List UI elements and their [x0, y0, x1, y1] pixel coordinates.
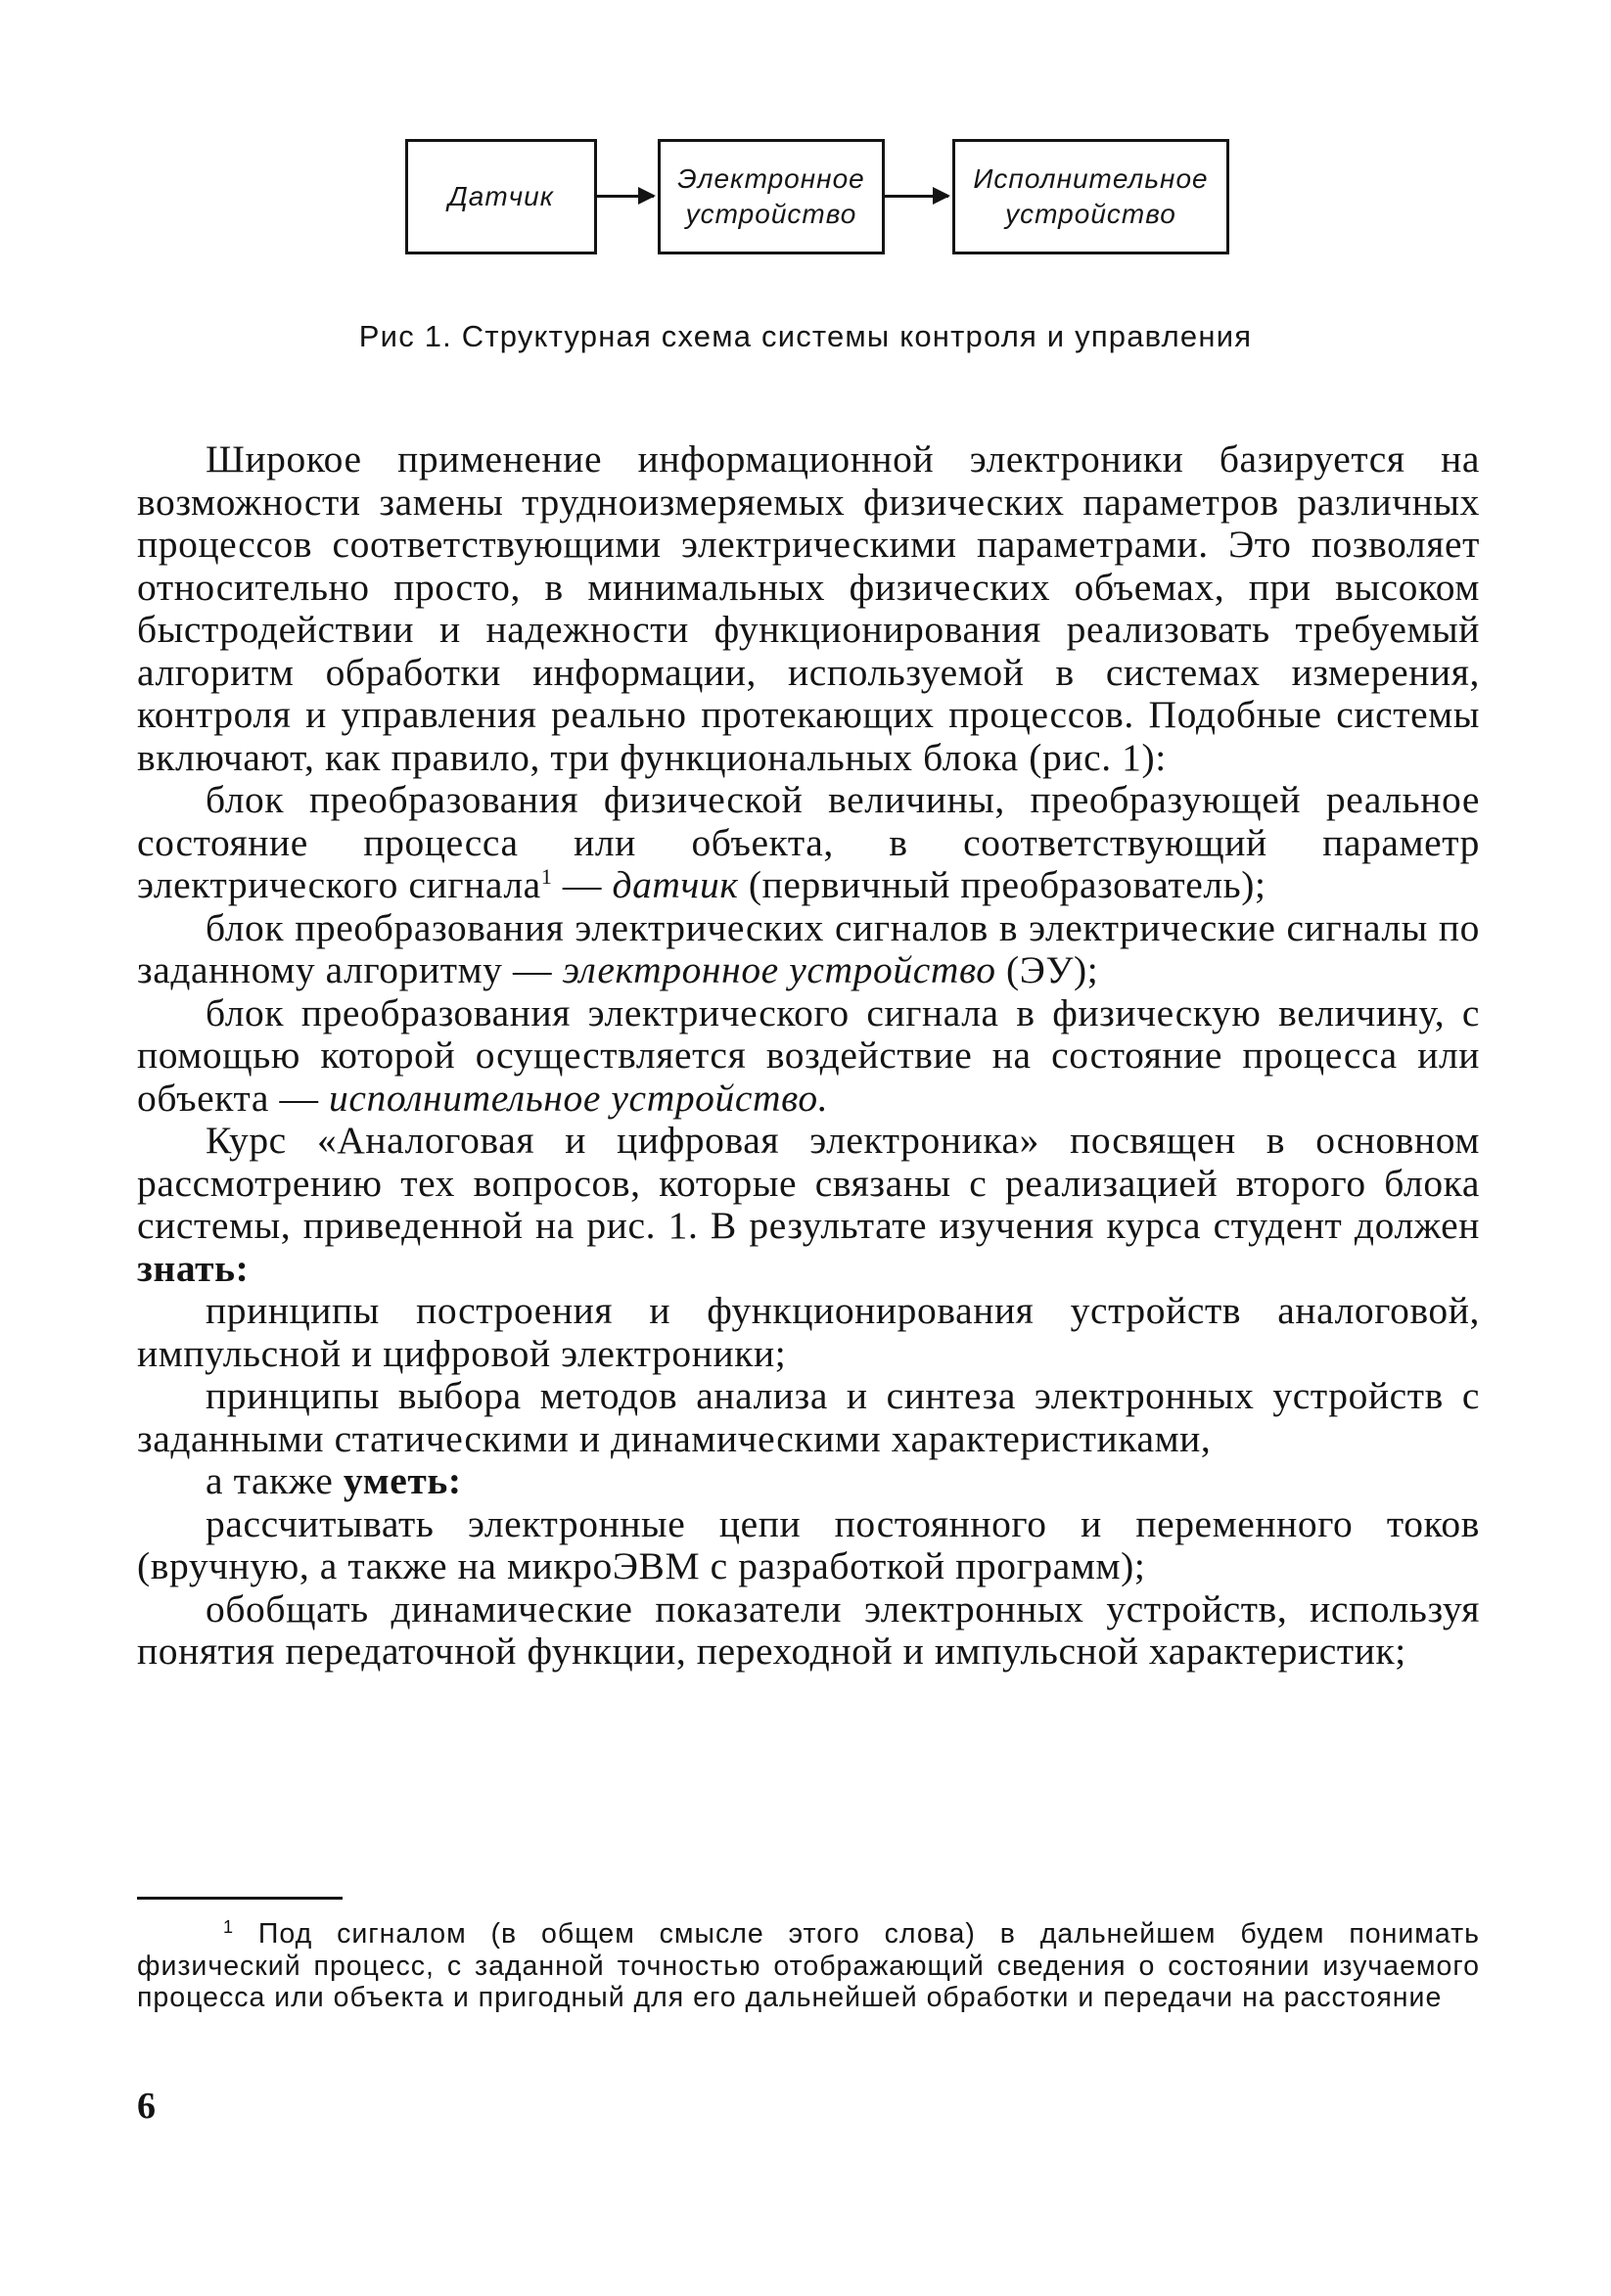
- term-actuator: исполнительное устройство.: [329, 1076, 829, 1120]
- block-sensor-label: Датчик: [448, 181, 554, 211]
- block-sensor: [405, 139, 597, 254]
- text-span: Курс «Аналоговая и цифровая электроника» посвящен в основном рассмотрению тех вопросов, которые связаны с реализацией второго блока системы, приведенной на рис. 1. В результате изучения курса студент должен: [137, 1119, 1480, 1247]
- paragraph-principles-construction: принципы построения и функционирования устройств аналоговой, импульсной и цифровой электроники;: [137, 1289, 1480, 1375]
- text-span: (ЭУ);: [995, 948, 1099, 991]
- text-span: блок преобразования физической величины, преобразующей реальное состояние процесса или объекта, в соответствующий параметр электрического сигнала: [137, 778, 1480, 906]
- paragraph-course: [137, 1120, 1480, 1290]
- paragraph-actuator-block: [137, 992, 1480, 1121]
- paragraph-principles-selection: принципы выбора методов анализа и синтеза электронных устройств с заданными статическими и динамическими характеристиками,: [137, 1374, 1480, 1460]
- paragraph-generalize: обобщать динамические показатели электронных устройств, используя понятия передаточной функции, переходной и импульсной характеристик;: [137, 1586, 1480, 1673]
- paragraph-sensor-block: [137, 779, 1480, 907]
- footnote-mark: 1: [223, 1917, 235, 1937]
- text-span: а также: [206, 1459, 344, 1502]
- footnote-divider: [137, 1897, 343, 1900]
- text-span: (первичный преобразователь);: [738, 863, 1266, 906]
- paragraph-calculate: рассчитывать электронные цепи постоянного и переменного токов (вручную, а также на микроЭВМ с разработкой программ);: [137, 1501, 1480, 1587]
- block-electronic-device: [658, 139, 885, 254]
- block-actuator-label: Исполнительное устройство: [973, 163, 1209, 229]
- paragraph-intro: Широкое применение информационной электроники базируется на возможности замены трудноизмеряемых физических параметров различных процессов соответствующими электрическими параметрами. Это позволяет относительно просто, в минимальных физических объемах, при высоком быстродействии и надежности функционирования реализовать требуемый алгоритм обработки информации, используемой в системах измерения, контроля и управления реально протекающих процессов. Подобные системы включают, как правило, три функциональных блока (рис. 1):: [137, 437, 1480, 779]
- term-be-able: уметь:: [343, 1459, 462, 1502]
- term-electronic-device: электронное устройство: [562, 948, 996, 991]
- paragraph-also-able: [137, 1460, 1480, 1503]
- page-number: 6: [137, 2086, 156, 2127]
- term-know: знать:: [137, 1246, 250, 1290]
- term-sensor: датчик: [612, 863, 739, 906]
- arrow-right-icon: [597, 195, 654, 198]
- paragraph-electronic-block: [137, 907, 1480, 992]
- footnote-ref: 1: [540, 864, 553, 889]
- footnote-text: Под сигналом (в общем смысле этого слова) в дальнейшем будем понимать физический процесс, с заданной точностью отображающий сведения о состоянии изучаемого процесса или объекта и пригодный для его дальнейшей обработки и передачи на расстояние: [137, 1918, 1480, 2013]
- main-text: [137, 438, 1480, 1674]
- text-span: —: [552, 863, 613, 906]
- block-actuator: [952, 139, 1229, 254]
- text-span: блок преобразования электрического сигнала в физическую величину, с помощью которой осуществляется воздействие на состояние процесса или объекта —: [137, 990, 1480, 1120]
- figure-caption: Рис 1. Структурная схема системы контроля и управления: [358, 319, 1253, 353]
- block-electronic-device-label: Электронное устройство: [677, 163, 865, 229]
- arrow-right-icon: [885, 195, 948, 198]
- footnote: [137, 1918, 1480, 2014]
- text-span: блок преобразования электрических сигналов в электрические сигналы по заданному алгоритму —: [137, 905, 1480, 991]
- figure-1: [0, 0, 1611, 391]
